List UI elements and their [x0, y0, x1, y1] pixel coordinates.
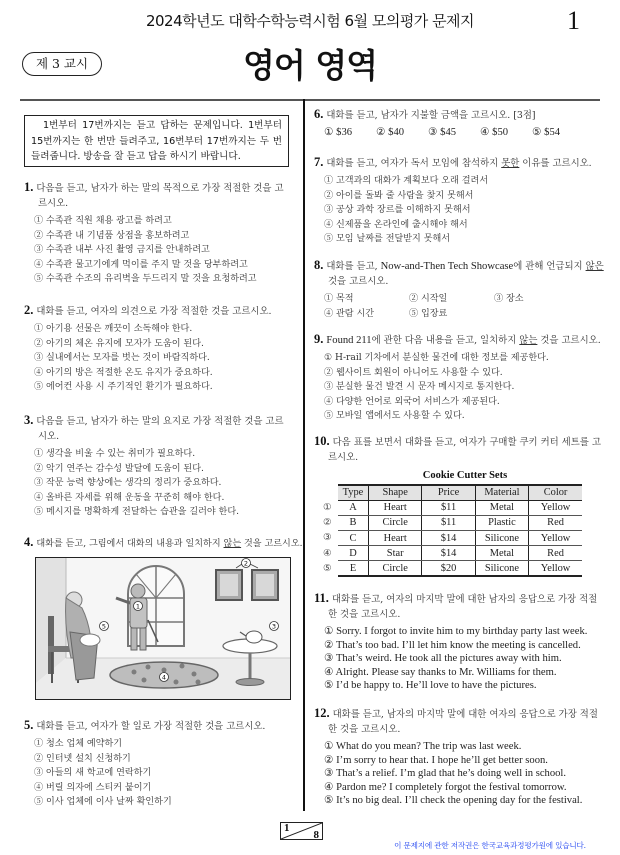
answer-option[interactable]: ⑤ 입장료	[409, 308, 448, 319]
table-cell: $14	[422, 531, 475, 546]
table-cell: $11	[422, 500, 475, 515]
answer-option[interactable]: ④ 버릴 의자에 스티커 붙이기	[34, 782, 152, 793]
listening-notice: 1번부터 17번까지는 듣고 답하는 문제입니다. 1번부터 15번까지는 한 번만 들려주고, 16번부터 17번까지는 두 번 들려줍니다. 방송을 잘 듣고 답을 하시기 바랍니다.	[24, 115, 289, 167]
answer-option[interactable]: ④ Alright. Please say thanks to Mr. Williams for them.	[324, 666, 557, 678]
table-row	[338, 515, 582, 530]
question-6	[314, 107, 604, 140]
header-rule	[20, 99, 600, 101]
question-2	[24, 303, 292, 395]
answer-options	[24, 214, 292, 287]
table-cell: Plastic	[475, 515, 528, 530]
table-cell: $20	[422, 561, 475, 576]
answer-option[interactable]: ① What do you mean? The trip was last week.	[324, 741, 522, 752]
table-cell: C	[338, 531, 368, 546]
table-cell: E	[338, 561, 368, 576]
answer-options	[314, 292, 604, 321]
table-cell: Metal	[475, 500, 528, 515]
answer-option[interactable]: ③ 분실한 물건 발견 시 문자 메시지로 통지한다.	[324, 382, 515, 392]
answer-option[interactable]: ③ $45	[428, 127, 457, 138]
answer-option[interactable]: ② 웹사이트 회원이 아니어도 사용할 수 있다.	[324, 367, 503, 378]
answer-option[interactable]: ① 청소 업체 예약하기	[34, 739, 123, 749]
question-9	[314, 332, 604, 424]
table-cell: A	[338, 500, 368, 515]
answer-option[interactable]: ⑤ 모임 날짜를 전달받지 못해서	[324, 234, 451, 244]
answer-option[interactable]: ⑤ 모바일 앱에서도 사용할 수 있다.	[324, 411, 465, 421]
question-stem: 8. 대화를 듣고, Now-and-Then Tech Showcase에 관해 언급되지 않은 것을 고르시오.	[314, 258, 604, 287]
answer-option[interactable]: ④ 관람 시간	[324, 308, 375, 319]
question-stem: 2. 대화를 듣고, 여자의 의견으로 가장 적절한 것을 고르시오.	[24, 303, 272, 317]
answer-option[interactable]: ④ Pardon me? I completely forgot the festival tomorrow.	[324, 781, 567, 793]
table-cell: B	[338, 515, 368, 530]
period-badge: 제 3 교시	[22, 52, 102, 76]
column-header: Type	[338, 485, 368, 500]
table-cell: Heart	[368, 531, 421, 546]
answer-options	[314, 126, 604, 140]
answer-option[interactable]: ④ 아기의 방은 적절한 온도 유지가 중요하다.	[34, 367, 213, 378]
answer-option[interactable]: ② 수족관 내 기념품 상점을 홍보하려고	[34, 230, 190, 241]
table-cell: $14	[422, 546, 475, 561]
answer-options	[24, 447, 292, 520]
answer-option[interactable]: ① 아기용 선물은 깨끗이 소독해야 한다.	[34, 324, 193, 334]
answer-option[interactable]: ① $36	[324, 127, 353, 138]
table-cell: Yellow	[529, 531, 582, 546]
current-page: 1	[284, 822, 290, 834]
answer-options	[314, 174, 604, 247]
answer-option[interactable]: ② $40	[376, 127, 405, 138]
answer-option[interactable]: ④ 수족관 물고기에게 먹이를 주지 말 것을 당부하려고	[34, 259, 248, 270]
answer-option[interactable]: ② 인터넷 설치 신청하기	[34, 753, 131, 764]
answer-option-marker[interactable]: ④	[323, 547, 332, 559]
table-cell: $11	[422, 515, 475, 530]
question-stem: 5. 대화를 듣고, 여자가 할 일로 가장 적절한 것을 고르시오.	[24, 718, 266, 732]
answer-option[interactable]: ① Sorry. I forgot to invite him to my birthday party last week.	[324, 626, 588, 637]
table-cell: Silicone	[475, 561, 528, 576]
answer-option-marker[interactable]: ⑤	[323, 562, 332, 574]
answer-option[interactable]: ⑤ I’d be happy to. He’ll love to have the pictures.	[324, 680, 537, 692]
answer-option[interactable]: ① 수족관 직원 채용 광고를 하려고	[34, 216, 172, 226]
table-cell: Red	[529, 515, 582, 530]
svg-text:2: 2	[243, 559, 249, 568]
answer-option[interactable]: ① 고객과의 대화가 계획보다 오래 걸려서	[324, 176, 489, 186]
table-cell: Red	[529, 546, 582, 561]
answer-option[interactable]: ⑤ 이사 업체에 이사 날짜 확인하기	[34, 797, 172, 807]
column-header: Price	[422, 485, 475, 500]
room-scene-illustration	[36, 558, 291, 700]
table-cell: Silicone	[475, 531, 528, 546]
question-stem: 9. Found 211에 관한 다음 내용을 듣고, 일치하지 않는 것을 고르시오.	[314, 332, 601, 346]
table-row	[338, 546, 582, 561]
answer-option[interactable]: ② I’m sorry to hear that. I hope he’ll get better soon.	[324, 754, 548, 766]
answer-option-marker[interactable]: ③	[323, 532, 332, 544]
table-cell: Yellow	[529, 500, 582, 515]
answer-option[interactable]: ⑤ $54	[532, 127, 561, 138]
question-5	[24, 718, 292, 810]
table-caption: Cookie Cutter Sets	[422, 470, 508, 481]
table-cell: Circle	[368, 515, 421, 530]
total-pages: 8	[313, 829, 319, 841]
question-4	[24, 535, 303, 552]
svg-text:3: 3	[271, 622, 277, 631]
q4-illustration	[35, 557, 291, 700]
question-stem: 3. 다음을 듣고, 남자가 하는 말의 요지로 가장 적절한 것을 고르시오.	[24, 413, 284, 442]
answer-option[interactable]: ③ That’s a relief. I’m glad that he’s doing well in school.	[324, 768, 567, 780]
page-indicator	[280, 822, 323, 840]
question-stem: 6. 대화를 듣고, 남자가 지불할 금액을 고르시오. [3점]	[314, 107, 536, 121]
answer-option[interactable]: ③ 작문 능력 향상에는 생각의 정리가 중요하다.	[34, 478, 222, 488]
question-stem: 11. 대화를 듣고, 여자의 마지막 말에 대한 남자의 응답으로 가장 적절한 것을 고르시오.	[314, 591, 598, 620]
table-row	[338, 500, 582, 515]
question-12	[314, 706, 604, 808]
answer-option[interactable]: ① 생각을 비울 수 있는 취미가 필요하다.	[34, 449, 196, 459]
answer-option[interactable]: ④ 올바른 자세를 위해 운동을 꾸준히 해야 한다.	[34, 492, 225, 503]
table-cell: Heart	[368, 500, 421, 515]
svg-text:5: 5	[101, 622, 107, 631]
column-header: Shape	[368, 485, 421, 500]
answer-option[interactable]: ② That’s too bad. I’ll let him know the meeting is cancelled.	[324, 639, 581, 651]
subject-title: 영어 영역	[242, 46, 377, 85]
table-row-markers	[323, 500, 332, 576]
question-1	[24, 180, 292, 287]
answer-option-marker[interactable]: ②	[323, 517, 332, 529]
answer-options	[314, 625, 604, 693]
answer-option[interactable]: ④ 신제품을 온라인에 출시해야 해서	[324, 219, 468, 230]
answer-option[interactable]: ③ That’s weird. He took all the pictures away with him.	[324, 653, 562, 665]
question-stem: 12. 대화를 듣고, 남자의 마지막 말에 대한 여자의 응답으로 가장 적절한 것을 고르시오.	[314, 706, 598, 735]
question-7	[314, 155, 604, 247]
answer-options	[314, 740, 604, 808]
question-stem: 10. 다음 표를 보면서 대화를 듣고, 여자가 구매할 쿠키 커터 세트를 고르시오.	[314, 434, 601, 463]
answer-option[interactable]: ④ 다양한 언어로 외국어 서비스가 제공된다.	[324, 396, 500, 407]
question-8	[314, 258, 604, 321]
page-number: 1	[567, 6, 580, 35]
column-header: Color	[529, 485, 582, 500]
answer-option[interactable]: ① H-rail 기차에서 분실한 물건에 대한 정보를 제공한다.	[324, 353, 549, 363]
svg-text:4: 4	[161, 673, 167, 682]
column-header: Material	[475, 485, 528, 500]
answer-option[interactable]: ① 목적	[324, 294, 354, 304]
answer-option[interactable]: ③ 장소	[494, 294, 524, 304]
answer-option[interactable]: ③ 수족관 내부 사진 촬영 금지를 안내하려고	[34, 245, 210, 255]
answer-option[interactable]: ⑤ 에어컨 사용 시 주기적인 환기가 필요하다.	[34, 382, 213, 392]
answer-option[interactable]: ⑤ It’s no big deal. I’ll check the opening day for the festival.	[324, 795, 583, 807]
question-10	[314, 434, 604, 465]
table-row	[338, 531, 582, 546]
answer-option[interactable]: ⑤ 메시지를 명확하게 전달하는 습관을 길러야 한다.	[34, 507, 240, 517]
answer-option[interactable]: ② 시작일	[409, 294, 448, 304]
answer-options	[314, 351, 604, 424]
table-header-row	[338, 485, 582, 500]
answer-option[interactable]: ② 악기 연주는 감수성 발달에 도움이 된다.	[34, 463, 204, 474]
question-stem: 4. 대화를 듣고, 그림에서 대화의 내용과 일치하지 않는 것을 고르시오.	[24, 535, 303, 549]
exam-subtitle: 2024학년도 대학수학능력시험 6월 모의평가 문제지	[145, 12, 475, 30]
table-cell: Circle	[368, 561, 421, 576]
question-3	[24, 413, 292, 520]
answer-option[interactable]: ③ 공상 과학 장르를 이해하지 못해서	[324, 205, 471, 215]
answer-option[interactable]: ⑤ 수족관 수조의 유리벽을 두드리지 말 것을 요청하려고	[34, 274, 257, 284]
answer-option[interactable]: ④ $50	[480, 127, 509, 138]
column-divider	[303, 99, 305, 811]
answer-options	[24, 322, 292, 395]
cookie-cutter-table	[338, 484, 582, 577]
table-cell: Metal	[475, 546, 528, 561]
question-stem: 7. 대화를 듣고, 여자가 독서 모임에 참석하지 못한 이유를 고르시오.	[314, 155, 592, 169]
answer-option[interactable]: ③ 실내에서는 모자를 벗는 것이 바람직하다.	[34, 353, 210, 363]
table-row	[338, 561, 582, 576]
table-cell: D	[338, 546, 368, 561]
answer-option[interactable]: ② 아이를 돌봐 줄 사람을 찾지 못해서	[324, 190, 474, 201]
answer-option-marker[interactable]: ①	[323, 502, 332, 513]
table-cell: Yellow	[529, 561, 582, 576]
table-cell: Star	[368, 546, 421, 561]
question-11	[314, 591, 604, 693]
answer-option[interactable]: ③ 아들의 새 학교에 연락하기	[34, 768, 152, 778]
copyright-notice: 이 문제지에 관한 저작권은 한국교육과정평가원에 있습니다.	[394, 841, 586, 850]
question-stem: 1. 다음을 듣고, 남자가 하는 말의 목적으로 가장 적절한 것을 고르시오.	[24, 180, 284, 209]
answer-options	[24, 737, 292, 810]
answer-option[interactable]: ② 아기의 체온 유지에 모자가 도움이 된다.	[34, 338, 204, 349]
svg-text:1: 1	[135, 602, 141, 611]
